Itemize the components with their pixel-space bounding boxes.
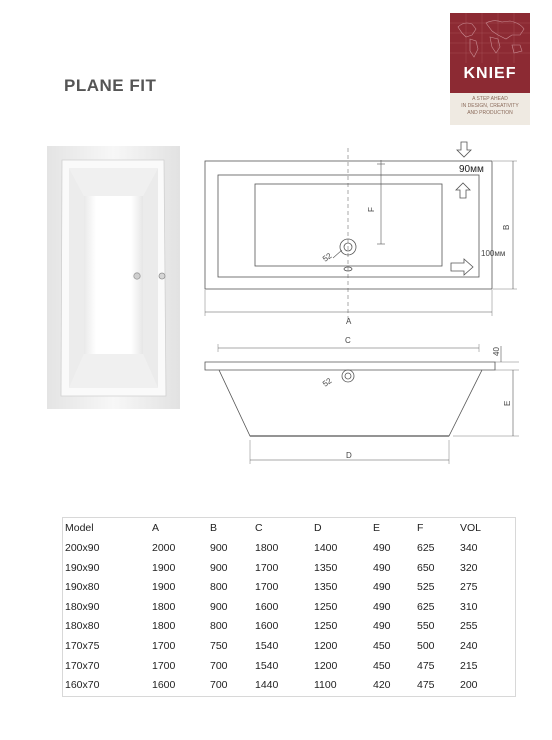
brand-tagline-line: A STEP AHEAD: [472, 96, 508, 102]
cell-c: 1540: [255, 659, 279, 672]
cell-a: 1700: [152, 659, 176, 672]
dim-d-label: D: [346, 451, 352, 460]
header-a: A: [152, 522, 160, 534]
header-f: F: [417, 522, 424, 534]
cell-a: 1900: [152, 561, 176, 574]
cell-f: 475: [417, 679, 435, 692]
brand-tagline-line: IN DESIGN, CREATIVITY: [461, 103, 519, 109]
cell-a: 1700: [152, 640, 176, 652]
dim-b-label: B: [502, 224, 511, 230]
cell-e: 450: [373, 659, 391, 672]
cell-model: 190x90: [65, 561, 100, 574]
cell-c: 1600: [255, 600, 279, 613]
cell-model: 170x70: [65, 659, 100, 672]
cell-vol: 310: [460, 600, 478, 613]
side-view-rim: [205, 362, 495, 370]
cell-vol: 320: [460, 561, 478, 574]
cell-d: 1250: [314, 620, 338, 633]
cell-b: 900: [210, 561, 228, 574]
cell-f: 550: [417, 620, 435, 633]
dim-f-label: F: [367, 207, 376, 212]
cell-model: 160x70: [65, 679, 100, 692]
cell-vol: 200: [460, 679, 478, 692]
cell-vol: 240: [460, 640, 478, 652]
dim-e-label: E: [503, 400, 512, 406]
bathtub-photo: [47, 146, 180, 409]
cell-model: 200x90: [65, 542, 100, 554]
cell-b: 750: [210, 640, 228, 652]
cell-vol: 275: [460, 581, 478, 594]
table-row: [63, 679, 515, 697]
overflow-icon: [134, 273, 140, 279]
header-d: D: [314, 522, 322, 534]
cell-model: 170x75: [65, 640, 100, 652]
cell-vol: 215: [460, 659, 478, 672]
cell-model: 180x80: [65, 620, 100, 633]
cell-c: 1800: [255, 542, 279, 554]
cell-model: 180x90: [65, 600, 100, 613]
cell-d: 1350: [314, 581, 338, 594]
side-view-body: [219, 370, 482, 436]
cell-d: 1100: [314, 679, 337, 692]
spec-table: [62, 517, 516, 697]
cell-e: 420: [373, 679, 391, 692]
cell-model: 190x80: [65, 581, 100, 594]
brand-tagline-line: AND PRODUCTION: [467, 110, 513, 116]
table-row: [63, 601, 515, 619]
dim-90-label: 90мм: [459, 164, 484, 175]
cell-e: 490: [373, 581, 391, 594]
cell-f: 525: [417, 581, 435, 594]
table-row: [63, 640, 515, 658]
cell-vol: 340: [460, 542, 478, 554]
cell-d: 1400: [314, 542, 338, 554]
cell-e: 450: [373, 640, 391, 652]
cell-e: 490: [373, 542, 391, 554]
cell-f: 500: [417, 640, 435, 652]
cell-b: 700: [210, 659, 228, 672]
header-model: Model: [65, 522, 94, 534]
cell-f: 625: [417, 542, 435, 554]
cell-d: 1200: [314, 640, 338, 652]
cell-c: 1600: [255, 620, 279, 633]
product-title: PLANE FIT: [64, 76, 157, 95]
dim-100-label: 100мм: [481, 249, 506, 258]
arrow-right-icon: [451, 259, 473, 275]
top-view-basin: [255, 184, 442, 266]
header-c: C: [255, 522, 263, 534]
table-row: [63, 562, 515, 580]
brand-tagline: [452, 96, 528, 117]
table-row: [63, 620, 515, 638]
cell-f: 475: [417, 659, 435, 672]
brand-name: KNIEF: [463, 65, 517, 82]
cell-b: 800: [210, 620, 228, 633]
cell-a: 1900: [152, 581, 176, 594]
arrow-down-icon: [457, 142, 471, 157]
cell-e: 490: [373, 620, 391, 633]
table-row: [63, 581, 515, 599]
dim-rim-label: 40: [492, 347, 501, 356]
cell-d: 1350: [314, 561, 338, 574]
header-e: E: [373, 522, 381, 534]
side-drain-label: 52: [320, 376, 334, 389]
cell-a: 1600: [152, 679, 176, 692]
cell-f: 625: [417, 600, 435, 613]
table-row: [63, 542, 515, 560]
table-header: [63, 522, 515, 540]
brand-logo-panel: [450, 13, 530, 93]
header-b: B: [210, 522, 218, 534]
cell-a: 1800: [152, 620, 176, 633]
cell-b: 900: [210, 542, 228, 554]
side-drain-icon: [342, 370, 354, 382]
cell-b: 800: [210, 581, 228, 594]
header-vol: VOL: [460, 522, 482, 534]
cell-c: 1540: [255, 640, 279, 652]
table-row: [63, 660, 515, 678]
dim-c-label: C: [345, 336, 351, 345]
cell-e: 490: [373, 600, 391, 613]
world-map-icon: [450, 13, 530, 63]
arrow-up-icon: [456, 183, 470, 198]
cell-c: 1700: [255, 561, 279, 574]
cell-f: 650: [417, 561, 435, 574]
drain-knob-icon: [159, 273, 165, 279]
top-view-outline: [205, 161, 492, 289]
cell-c: 1440: [255, 679, 279, 692]
cell-e: 490: [373, 561, 391, 574]
cell-d: 1200: [314, 659, 338, 672]
cell-c: 1700: [255, 581, 279, 594]
drain-diameter-label: 52: [320, 251, 334, 264]
cell-a: 2000: [152, 542, 176, 554]
brand-logo: [450, 13, 530, 125]
technical-drawing: [195, 140, 525, 470]
cell-b: 900: [210, 600, 228, 613]
cell-vol: 255: [460, 620, 478, 633]
dim-a-label: A: [346, 317, 352, 326]
cell-b: 700: [210, 679, 228, 692]
cell-d: 1250: [314, 600, 338, 613]
cell-a: 1800: [152, 600, 176, 613]
top-view-rim: [218, 175, 479, 277]
